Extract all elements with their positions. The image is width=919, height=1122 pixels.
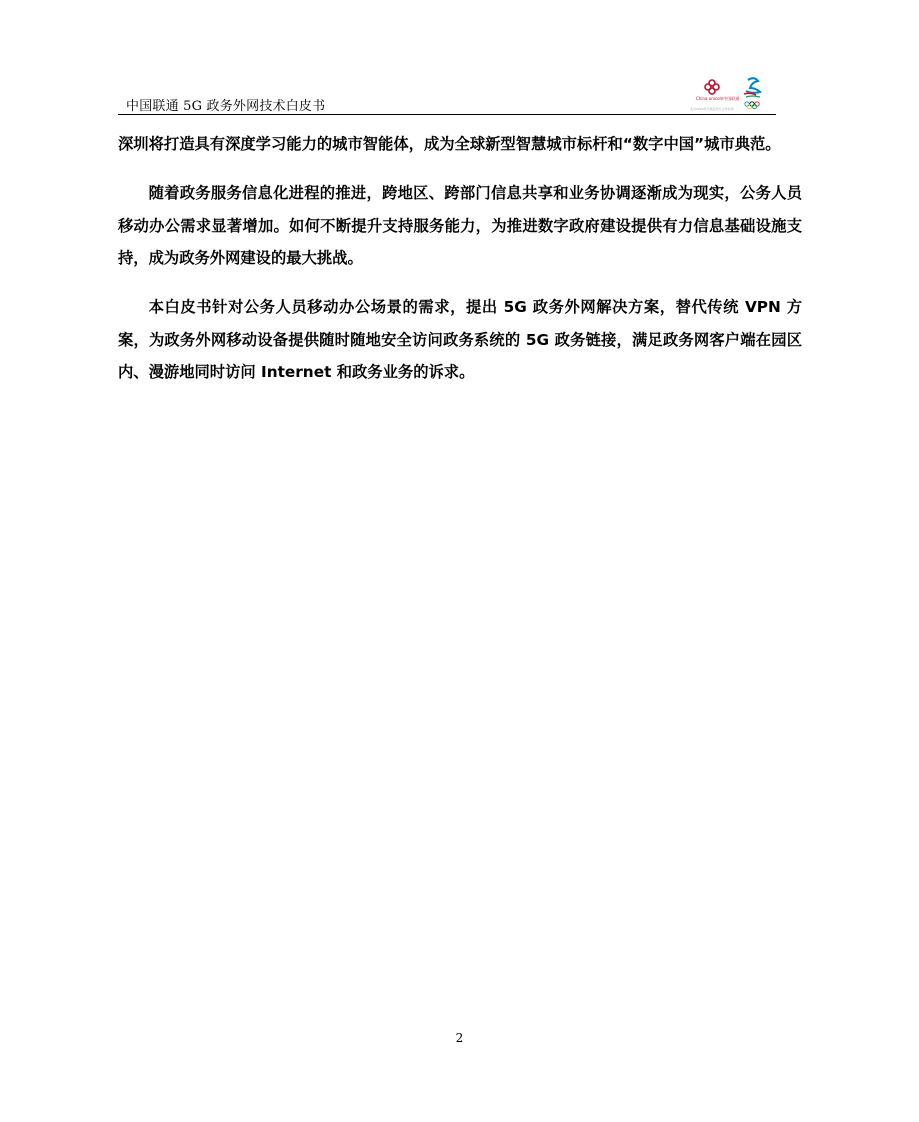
header-logos — [686, 76, 776, 114]
winter-olympics-emblem-icon — [738, 76, 768, 110]
olympic-partner-text: 北京2022年冬奥会官方合作伙伴 — [690, 107, 734, 111]
china-unicom-logo-icon — [692, 76, 732, 98]
header-title: 中国联通 5G 政务外网技术白皮书 — [126, 99, 326, 114]
page-header — [118, 72, 776, 116]
paragraph-2: 随着政务服务信息化进程的推进，跨地区、跨部门信息共享和业务协调逐渐成为现实，公务人员移动办公需求显著增加。如何不断提升支持服务能力，为推进数字政府建设提供有力信息基础设施支持，成为政务外网建设的最大挑战。 — [118, 184, 802, 267]
document-body — [118, 128, 802, 405]
page-number: 2 — [455, 1031, 464, 1045]
header-divider — [118, 114, 776, 115]
paragraph-1: 深圳将打造具有深度学习能力的城市智能体，成为全球新型智慧城市标杆和“数字中国”城市典范。 — [118, 135, 781, 153]
paragraph-3: 本白皮书针对公务人员移动办公场景的需求，提出 5G 政务外网解决方案，替代传统 VPN 方案，为政务外网移动设备提供随时随地安全访问政务系统的 5G 政务链接，满足政务网客户端在园区内、漫游地同时访问 Internet 和政务业务的诉求。 — [118, 298, 802, 381]
unicom-logo-text: China unicom中国联通 — [696, 96, 740, 101]
